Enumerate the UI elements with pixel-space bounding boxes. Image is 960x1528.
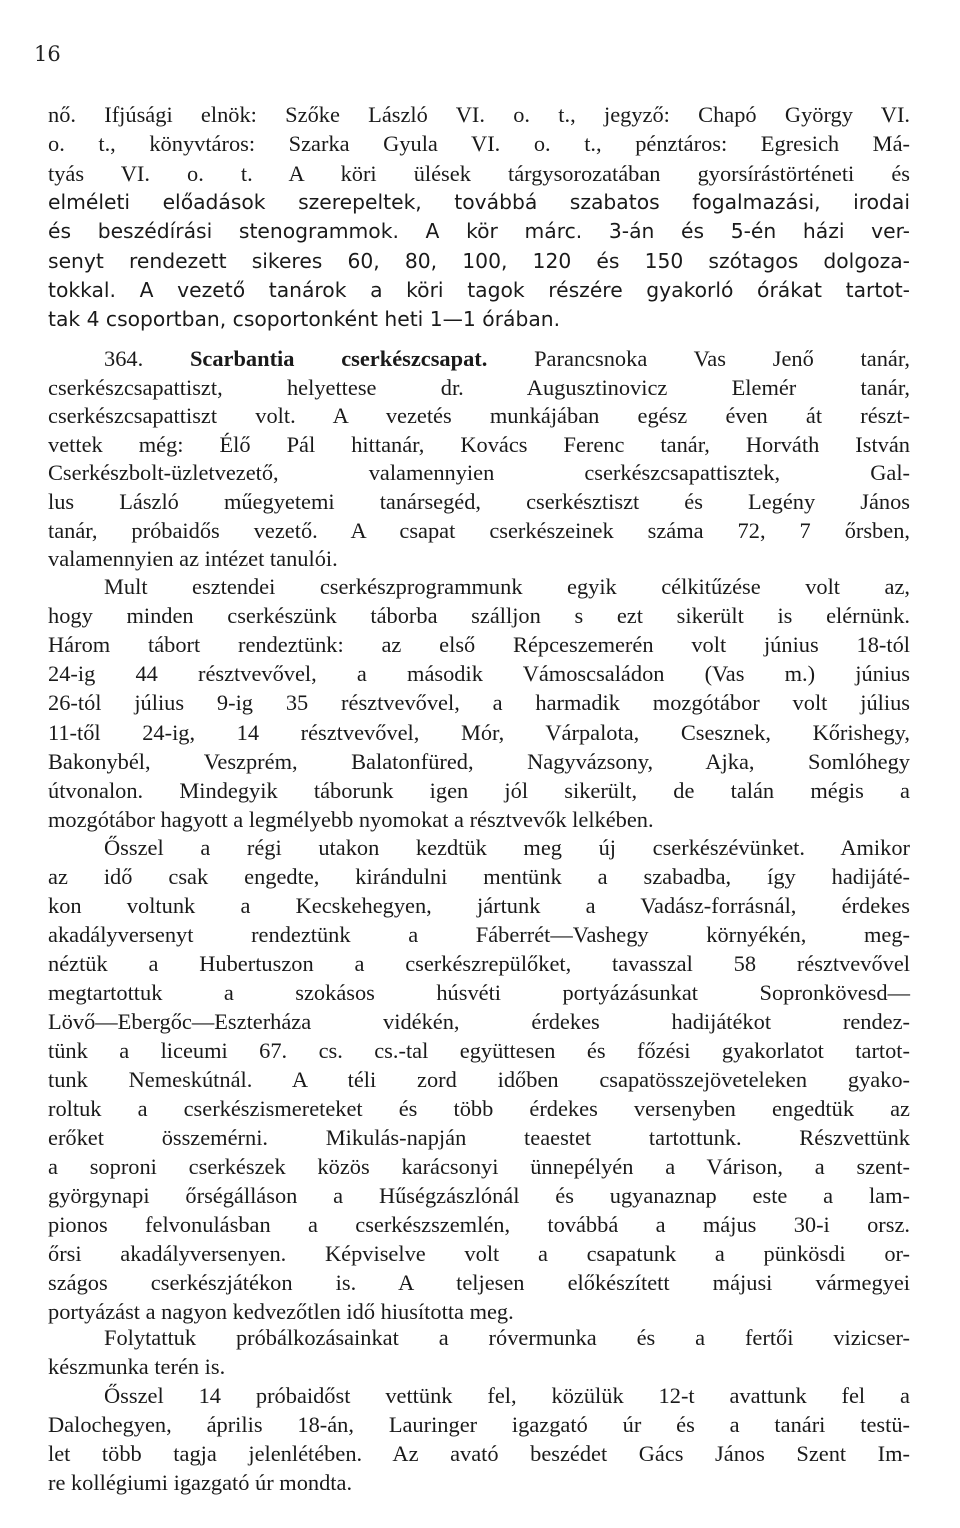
text-line: az idő csak engedte, kirándulni mentünk a szabadba, így hadijáté-: [48, 864, 910, 889]
text-line: lus László műegyetemi tanársegéd, cserkésztiszt és Legény János: [48, 489, 910, 514]
text-line: és beszédírási stenogrammok. A kör márc. 3-án és 5-én házi ver-: [48, 219, 910, 243]
section-title: Scarbantia cserkészcsapat.: [189, 346, 488, 371]
text-line: pionos felvonulásban a cserkészszemlén, továbbá a május 30-i orsz.: [48, 1212, 910, 1237]
section-heading-text: Parancsnoka Vas Jenő tanár,: [534, 346, 910, 371]
text-line: portyázást a nagyon kedvezőtlen idő hiusította meg.: [48, 1299, 514, 1324]
text-line: cserkészcsapattiszt volt. A vezetés munkájában egész éven át részt-: [48, 403, 910, 428]
text-line: 26-tól július 9-ig 35 résztvevővel, a harmadik mozgótábor volt július: [48, 690, 910, 715]
text-line: készmunka terén is.: [48, 1354, 226, 1379]
text-line: útvonalon. Mindegyik táborunk igen jól sikerült, de talán mégis a: [48, 778, 910, 803]
text-line: re kollégiumi igazgató úr mondta.: [48, 1470, 353, 1495]
text-line: o. t., könyvtáros: Szarka Gyula VI. o. t., pénztáros: Egresich Má-: [48, 131, 910, 156]
page-number: 16: [34, 42, 61, 66]
text-line: kon voltunk a Kecskehegyen, jártunk a Vadász-forrásnál, érdekes: [48, 893, 910, 918]
text-line: néztük a Hubertuszon a cserkészrepülőket, tavasszal 58 résztvevővel: [48, 951, 910, 976]
text-line: tunk Nemeskútnál. A téli zord időben csapatösszejöveteleken gyako-: [48, 1067, 910, 1092]
text-line: szágos cserkészjátékon is. A teljesen előkészített májusi vármegyei: [48, 1270, 910, 1295]
text-line: let több tagja jelenlétében. Az avató beszédet Gács János Szent Im-: [48, 1441, 910, 1466]
text-line: tanár, próbaidős vezető. A csapat cserkészeinek száma 72, 7 őrsben,: [48, 518, 910, 543]
text-line: nő. Ifjúsági elnök: Szőke László VI. o. t., jegyző: Chapó György VI.: [48, 102, 910, 127]
text-line: akadályversenyt rendeztünk a Fáberrét—Vashegy környékén, meg-: [48, 922, 910, 947]
text-line: Három tábort rendeztünk: az első Répceszemerén volt június 18-tól: [48, 632, 910, 657]
text-line: 11-től 24-ig, 14 résztvevővel, Mór, Várpalota, Csesznek, Kőrishegy,: [48, 720, 910, 745]
text-line: tak 4 csoportban, csoportonként heti 1—1 órában.: [48, 307, 561, 331]
text-line: cserkészcsapattiszt, helyettese dr. Augusztinovicz Elemér tanár,: [48, 375, 910, 400]
text-line: györgynapi őrségálláson a Hűségzászlónál és ugyanaznap este a lam-: [48, 1183, 910, 1208]
text-line: tokkal. A vezető tanárok a köri tagok részére gyakorló órákat tartot-: [48, 278, 910, 302]
text-line: Lövő—Ebergőc—Eszterháza vidékén, érdekes hadijátékot rendez-: [48, 1009, 910, 1034]
text-line: valamennyien az intézet tanulói.: [48, 546, 338, 571]
text-line: Bakonybél, Veszprém, Balatonfüred, Nagyvázsony, Ajka, Somlóhegy: [48, 749, 910, 774]
text-line: Folytattuk próbálkozásainkat a róvermunka és a fertői vizicser-: [104, 1325, 910, 1350]
text-line: vettek még: Élő Pál hittanár, Kovács Ferenc tanár, Horváth István: [48, 432, 910, 457]
text-line: erőket összemérni. Mikulás-napján teaestet tartottunk. Részvettünk: [48, 1125, 910, 1150]
text-line: elméleti előadások szerepeltek, továbbá szabatos fogalmazási, irodai: [48, 190, 910, 214]
text-line: Cserkészbolt-üzletvezető, valamennyien cserkészcsapattisztek, Gal-: [48, 460, 910, 485]
section-heading: [104, 344, 910, 373]
text-line: Dalochegyen, április 18-án, Lauringer igazgató úr és a tanári testü-: [48, 1412, 910, 1437]
text-line: Ősszel 14 próbaidőst vettünk fel, közülük 12-t avattunk fel a: [104, 1383, 910, 1408]
text-line: tyás VI. o. t. A köri ülések tárgysorozatában gyorsírástörténeti és: [48, 161, 910, 186]
text-line: Ősszel a régi utakon kezdtük meg új cserkészévünket. Amikor: [104, 835, 910, 860]
text-line: mozgótábor hagyott a legmélyebb nyomokat a résztvevők lelkében.: [48, 807, 654, 832]
text-line: őrsi akadályversenyen. Képviselve volt a csapatunk a pünkösdi or-: [48, 1241, 910, 1266]
text-line: tünk a liceumi 67. cs. cs.-tal együttesen és főzési gyakorlatot tartot-: [48, 1038, 910, 1063]
text-line: a soproni cserkészek közös karácsonyi ünnepélyén a Várison, a szent-: [48, 1154, 910, 1179]
text-line: senyt rendezett sikeres 60, 80, 100, 120 és 150 szótagos dolgoza-: [48, 249, 910, 273]
text-line: Mult esztendei cserkészprogrammunk egyik célkitűzése volt az,: [104, 574, 910, 599]
text-line: megtartottuk a szokásos húsvéti portyázásunkat Sopronkövesd—: [48, 980, 910, 1005]
text-line: 24-ig 44 résztvevővel, a második Vámoscsaládon (Vas m.) június: [48, 661, 910, 686]
text-line: hogy minden cserkészünk táborba szálljon s ezt sikerült is elérnünk.: [48, 603, 910, 628]
section-number: 364.: [104, 346, 144, 371]
text-line: roltuk a cserkészismereteket és több érdekes versenyben engedtük az: [48, 1096, 910, 1121]
